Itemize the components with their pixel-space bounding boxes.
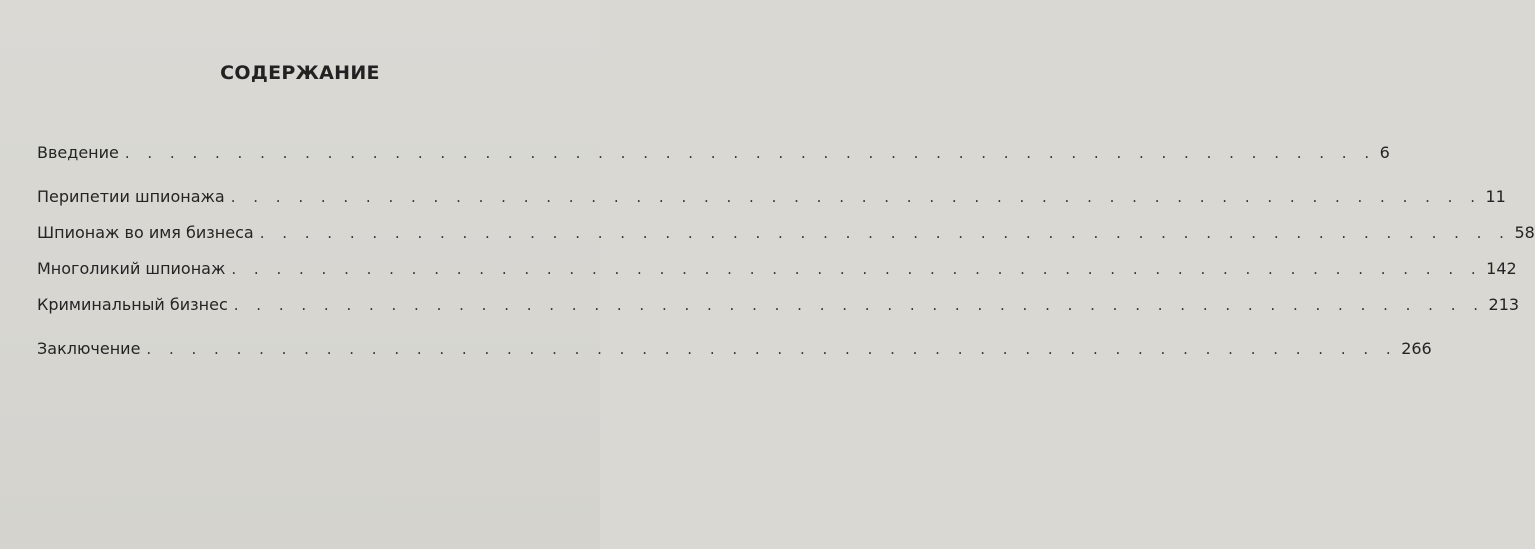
bleed-through-line [34, 528, 600, 546]
toc-entry-chapter-2[interactable] [37, 223, 1535, 259]
toc-entry-title: Введение [37, 143, 119, 162]
bleed-through-line [34, 380, 600, 398]
toc-heading: СОДЕРЖАНИЕ [220, 62, 380, 84]
toc-entry-page: 142 [1486, 259, 1517, 278]
bleed-through-line [34, 410, 600, 428]
dot-leader: . . . . . . . . . . . . . . . . . . . . . . . . . . . . . . . . . . . . . . . . . . . . . . . . . . . . . . . . [259, 224, 1511, 242]
toc-entry-chapter-3[interactable] [37, 259, 1517, 295]
dot-leader: . . . . . . . . . . . . . . . . . . . . . . . . . . . . . . . . . . . . . . . . . . . . . . . . . . . . . . . . [231, 260, 1483, 278]
bleed-through-line [34, 8, 600, 26]
toc-entry-title: Многоликий шпионаж [37, 259, 226, 278]
toc-entry-page: 11 [1485, 187, 1506, 206]
toc-entry-chapter-4[interactable] [37, 295, 1520, 331]
bleed-through-line [34, 440, 600, 458]
toc-entry-title: Заключение [37, 339, 141, 358]
bleed-through-line [34, 36, 600, 54]
dot-leader: . . . . . . . . . . . . . . . . . . . . . . . . . . . . . . . . . . . . . . . . . . . . . . . . . . . . . . . . [146, 340, 1398, 358]
toc-entry-chapter-1[interactable] [37, 187, 1506, 223]
toc-entry-title: Криминальный бизнес [37, 295, 228, 314]
dot-leader: . . . . . . . . . . . . . . . . . . . . . . . . . . . . . . . . . . . . . . . . . . . . . . . . . . . . . . . . [230, 188, 1482, 206]
toc-entry-introduction[interactable] [37, 143, 1390, 179]
dot-leader: . . . . . . . . . . . . . . . . . . . . . . . . . . . . . . . . . . . . . . . . . . . . . . . . . . . . . . . . [233, 296, 1485, 314]
dot-leader: . . . . . . . . . . . . . . . . . . . . . . . . . . . . . . . . . . . . . . . . . . . . . . . . . . . . . . . . [124, 144, 1376, 162]
toc-entry-conclusion[interactable] [37, 339, 1432, 375]
bleed-through-line [34, 470, 600, 488]
toc-entry-page: 58 [1514, 223, 1535, 242]
toc-entry-title: Перипетии шпионажа [37, 187, 225, 206]
toc-entry-title: Шпионаж во имя бизнеса [37, 223, 254, 242]
toc-entry-page: 266 [1401, 339, 1432, 358]
table-of-contents [37, 143, 1535, 375]
toc-entry-page: 6 [1379, 143, 1390, 162]
bleed-through-line [34, 500, 600, 518]
toc-entry-page: 213 [1488, 295, 1520, 314]
